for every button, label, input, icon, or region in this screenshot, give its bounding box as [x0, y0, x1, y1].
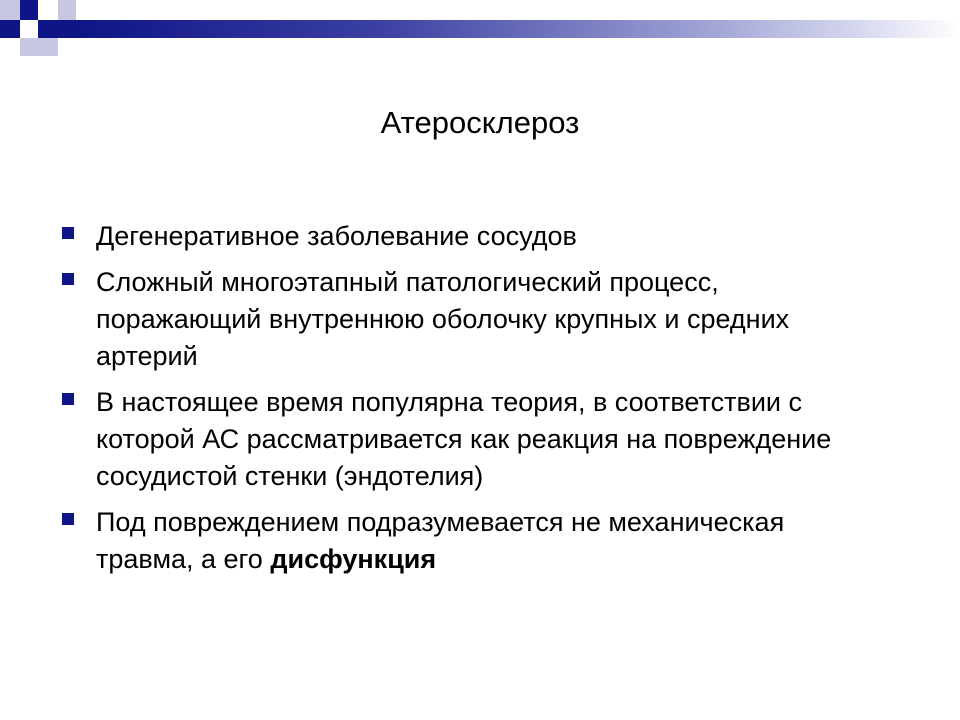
bullet-item — [58, 504, 858, 578]
bullet-item — [58, 384, 858, 495]
decor-square — [38, 0, 58, 20]
decor-square — [0, 0, 20, 20]
bullet-text: Под повреждением подразумевается не механическая травма, а его — [96, 507, 785, 574]
header-gradient-bar — [76, 20, 960, 38]
square-bullet-icon — [62, 227, 74, 239]
bullet-list — [58, 218, 858, 587]
bullet-text: В настоящее время популярна теория, в соответствии с которой АС рассматривается как реакция на повреждение сосудистой стенки (эндотелия) — [96, 387, 832, 491]
decor-square — [58, 20, 76, 38]
decor-square — [38, 38, 58, 56]
bullet-item — [58, 218, 858, 255]
bullet-bold-text: дисфункция — [270, 544, 437, 574]
decor-square — [58, 0, 76, 20]
decor-square — [38, 20, 58, 38]
bullet-text: Сложный многоэтапный патологический процесс, поражающий внутреннюю оболочку крупных и средних артерий — [96, 267, 790, 371]
bullet-item — [58, 264, 858, 375]
decor-square — [20, 0, 38, 20]
square-bullet-icon — [62, 393, 74, 405]
square-bullet-icon — [62, 513, 74, 525]
decor-square — [20, 38, 38, 56]
decor-square — [0, 20, 20, 38]
bullet-text: Дегенеративное заболевание сосудов — [96, 221, 577, 251]
square-bullet-icon — [62, 273, 74, 285]
slide-title: Атеросклероз — [380, 105, 580, 140]
decor-square — [20, 20, 38, 38]
